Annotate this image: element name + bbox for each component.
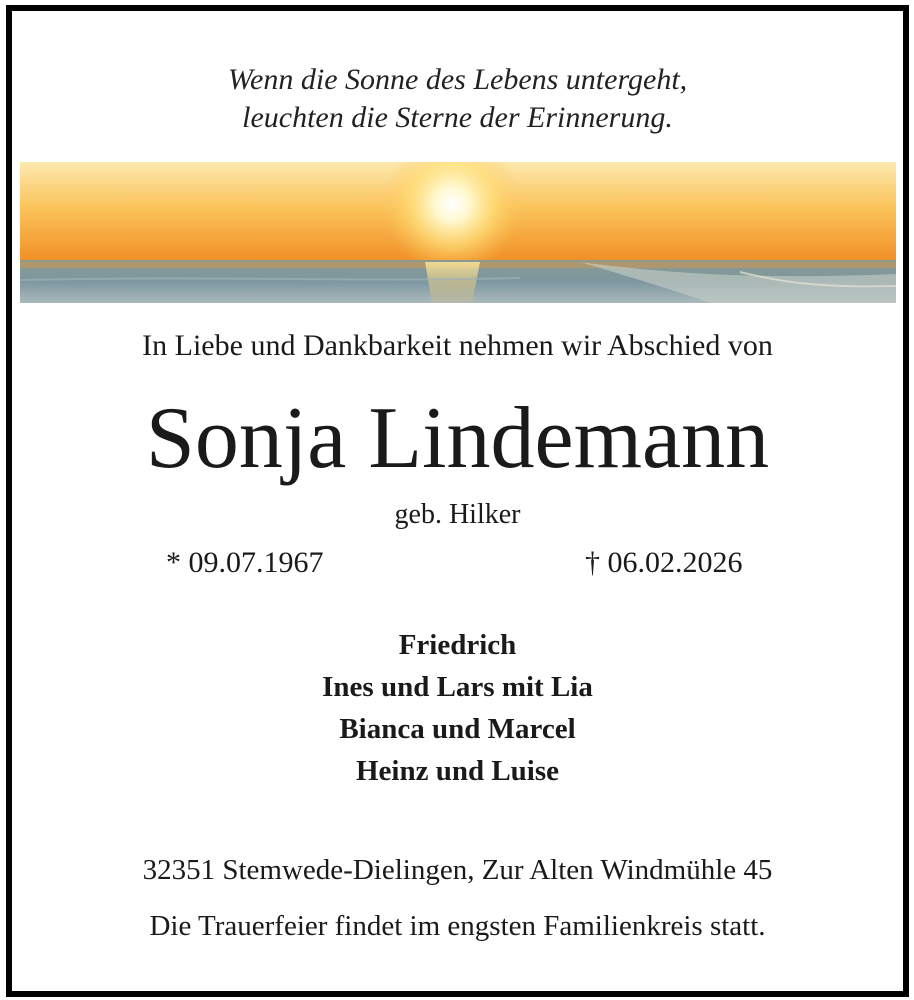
- maiden-name: geb. Hilker: [394, 499, 521, 530]
- obituary-frame: [6, 5, 909, 997]
- funeral-note: Die Trauerfeier findet im engsten Familienkreis statt.: [149, 910, 766, 942]
- intro-text: In Liebe und Dankbarkeit nehmen wir Abschied von: [142, 329, 773, 362]
- mourner-line: Heinz und Luise: [355, 755, 560, 787]
- mourner-line: Ines und Lars mit Lia: [322, 671, 593, 703]
- memorial-quote: [12, 61, 903, 137]
- death-date: † 06.02.2026: [585, 546, 743, 579]
- mourners-list: [12, 624, 903, 792]
- quote-line-1: Wenn die Sonne des Lebens untergeht,: [227, 63, 688, 96]
- sunset-banner-image: [20, 162, 896, 303]
- mourner-line: Bianca und Marcel: [339, 713, 576, 745]
- birth-date: * 09.07.1967: [166, 546, 324, 579]
- address-line: 32351 Stemwede-Dielingen, Zur Alten Windmühle 45: [142, 854, 773, 886]
- mourner-line: Friedrich: [398, 629, 517, 661]
- quote-line-2: leuchten die Sterne der Erinnerung.: [242, 101, 673, 134]
- deceased-name: Sonja Lindemann: [145, 390, 770, 487]
